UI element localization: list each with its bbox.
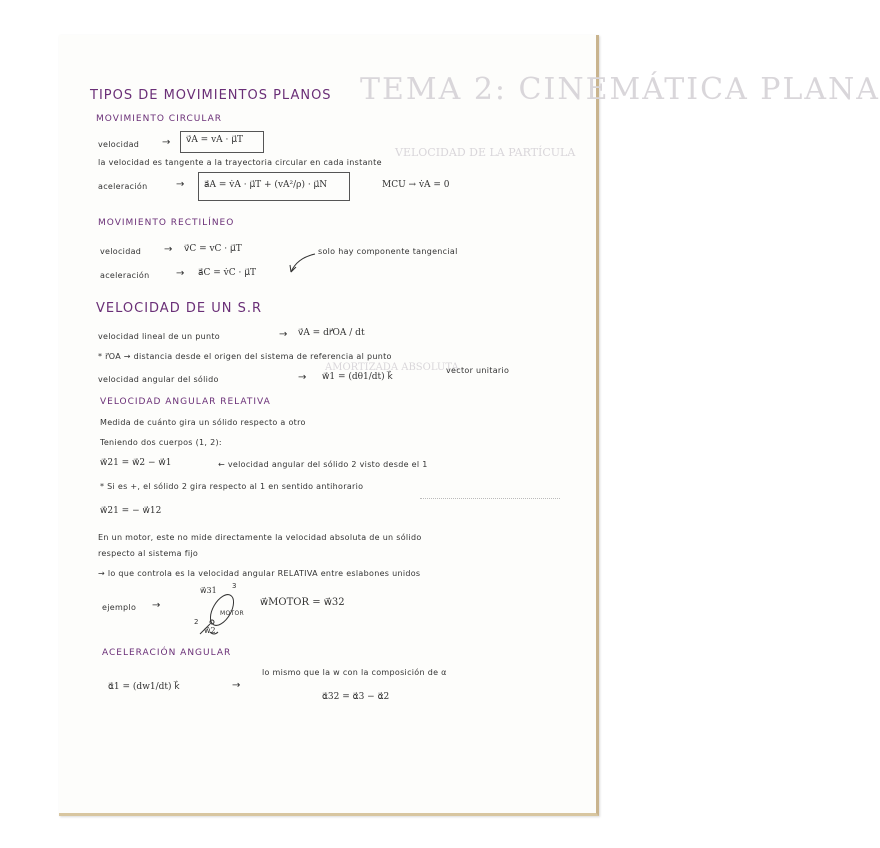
sr-unit-vector-note: vector unitario bbox=[446, 366, 510, 375]
relativa-eq1-note: ← velocidad angular del sólido 2 visto desde el 1 bbox=[218, 460, 428, 469]
motor-eq: w⃗MOTOR = w⃗32 bbox=[260, 597, 345, 608]
diagram-node-2: 2 bbox=[194, 618, 199, 626]
heading-tipos-movimientos: TIPOS DE MOVIMIENTOS PLANOS bbox=[90, 88, 332, 103]
arrow-icon: → bbox=[279, 329, 288, 340]
arrow-icon: → bbox=[298, 372, 307, 383]
mcu-note: MCU → v̇A = 0 bbox=[382, 180, 450, 190]
relativa-description: Medida de cuánto gira un sólido respecto a otro bbox=[100, 418, 306, 427]
relativa-two-bodies: Teniendo dos cuerpos (1, 2): bbox=[100, 438, 222, 447]
circular-acc-label: aceleración bbox=[98, 182, 148, 191]
diagram-node-3: 3 bbox=[232, 582, 237, 590]
sr-angular-label: velocidad angular del sólido bbox=[98, 375, 219, 384]
rect-acc-eq: a⃗C = v̇C · μ⃗T bbox=[198, 268, 256, 278]
diagram-motor-label: MOTOR bbox=[220, 610, 244, 617]
relativa-eq2: w⃗21 = − w⃗12 bbox=[100, 506, 162, 516]
diagram-w2-label: w⃗2 bbox=[204, 626, 216, 635]
sr-linear-label: velocidad lineal de un punto bbox=[98, 332, 220, 341]
rect-velocity-label: velocidad bbox=[100, 247, 142, 256]
aceleracion-eq: α⃗1 = (dw1/dt) k⃗ bbox=[108, 682, 180, 692]
motor-text-1: En un motor, este no mide directamente la velocidad absoluta de un sólido bbox=[98, 533, 422, 542]
aceleracion-note: lo mismo que la w con la composición de α bbox=[262, 668, 447, 677]
heading-velocidad-sr: VELOCIDAD DE UN S.R bbox=[96, 301, 262, 316]
rect-tangential-note: solo hay componente tangencial bbox=[318, 247, 458, 256]
heading-velocidad-angular-relativa: VELOCIDAD ANGULAR RELATIVA bbox=[100, 397, 271, 407]
arrow-icon: → bbox=[176, 268, 185, 279]
relativa-eq1: w⃗21 = w⃗2 − w⃗1 bbox=[100, 458, 172, 468]
diagram-w31-label: w⃗31 bbox=[200, 586, 217, 595]
aceleracion-eq2: α⃗32 = α⃗3 − α⃗2 bbox=[322, 692, 390, 702]
sr-roa-note: * r⃗OA → distancia desde el origen del sistema de referencia al punto bbox=[98, 352, 392, 361]
ghost-title: TEMA 2: CINEMÁTICA PLANA bbox=[360, 72, 880, 107]
divider-line bbox=[420, 498, 560, 499]
arrow-icon: → bbox=[162, 137, 171, 148]
rect-acc-label: aceleración bbox=[100, 271, 150, 280]
example-label: ejemplo bbox=[102, 603, 137, 612]
ghost-line: AMORTIZADA ABSOLUTA bbox=[325, 362, 459, 373]
circular-velocity-label: velocidad bbox=[98, 140, 140, 149]
arrow-icon: → bbox=[164, 244, 173, 255]
motor-text-2: respecto al sistema fijo bbox=[98, 549, 199, 558]
heading-movimiento-rectilineo: MOVIMIENTO RECTILÍNEO bbox=[98, 218, 235, 228]
circular-acc-eq: a⃗A = v̇A · μ⃗T + (vA²/ρ) · μ⃗N bbox=[204, 180, 328, 190]
motor-text-3: → lo que controla es la velocidad angular RELATIVA entre eslabones unidos bbox=[98, 569, 421, 578]
relativa-sign-note: * Si es +, el sólido 2 gira respecto al 1 en sentido antihorario bbox=[100, 482, 364, 491]
heading-aceleracion-angular: ACELERACIÓN ANGULAR bbox=[102, 648, 232, 658]
arrow-icon: → bbox=[176, 179, 185, 190]
circular-tangent-note: la velocidad es tangente a la trayectoria circular en cada instante bbox=[98, 158, 382, 167]
sr-angular-eq: w⃗1 = (dθ1/dt) k⃗ bbox=[322, 372, 393, 382]
sr-linear-eq: v⃗A = dr⃗OA / dt bbox=[298, 328, 365, 338]
ghost-subtitle: VELOCIDAD DE LA PARTÍCULA bbox=[395, 146, 576, 159]
circular-velocity-eq: v⃗A = vA · μ⃗T bbox=[186, 135, 243, 145]
arrow-icon: → bbox=[232, 680, 241, 691]
arrow-icon: → bbox=[152, 600, 161, 611]
heading-movimiento-circular: MOVIMIENTO CIRCULAR bbox=[96, 114, 223, 124]
rect-velocity-eq: v⃗C = vC · μ⃗T bbox=[184, 244, 242, 254]
